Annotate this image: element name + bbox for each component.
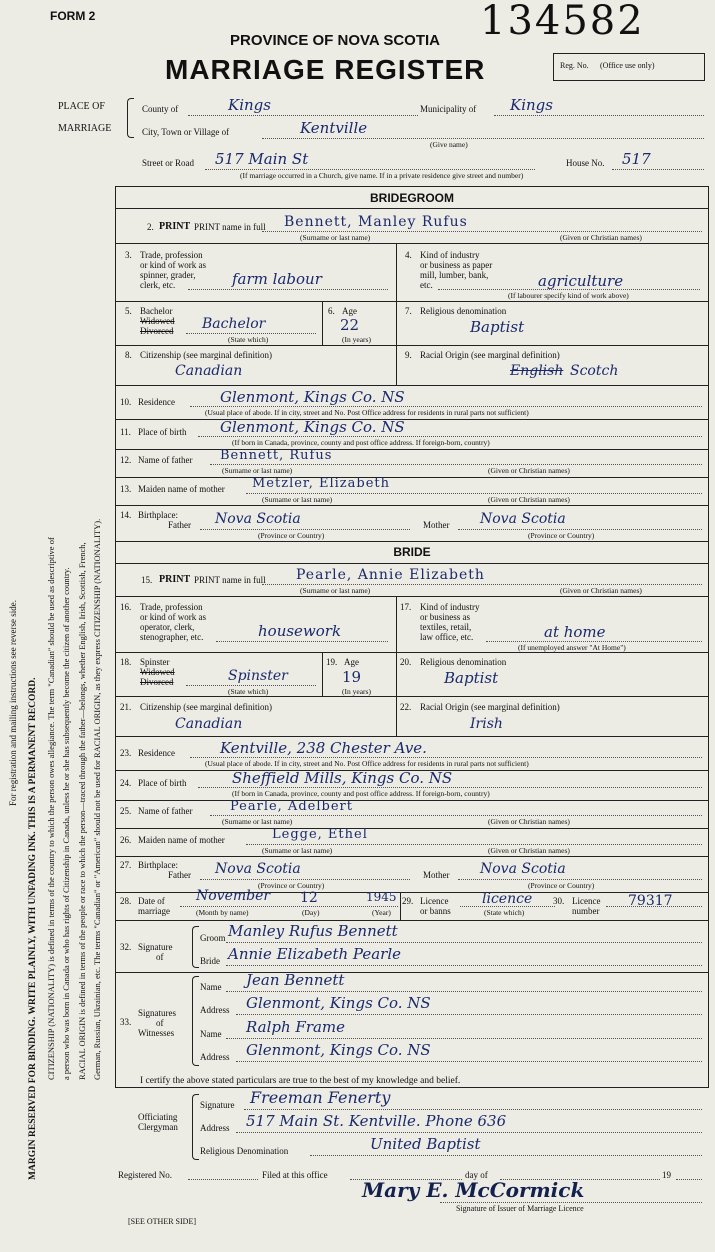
groom-mother-prov-note: (Province or Country) [528, 531, 595, 540]
groom-birthplace-value: Glenmont, Kings Co. NS [220, 418, 405, 436]
rule [115, 449, 709, 450]
licence-type-value: licence [482, 891, 533, 907]
marriage-date-line [180, 906, 398, 907]
bride-trade-label-1: Trade, profession [140, 602, 203, 612]
issuer-label: Signature of Issuer of Marriage Licence [456, 1204, 584, 1213]
year-line [676, 1179, 702, 1180]
sig-bracket [192, 926, 199, 968]
county-value: Kings [228, 96, 271, 114]
rule [396, 696, 397, 736]
place-label-1: PLACE OF [58, 101, 105, 112]
clergy-sig-line [244, 1109, 702, 1110]
groom-residence-value: Glenmont, Kings Co. NS [220, 388, 405, 406]
groom-religion-value: Baptist [470, 318, 525, 336]
witness-bracket [192, 976, 199, 1066]
bride-religion-value: Baptist [444, 669, 499, 687]
groom-industry-label-4: etc. [420, 280, 433, 290]
w1-address-line [236, 1014, 702, 1015]
bride-father-label: Name of father [138, 806, 193, 816]
bride-father-line [210, 815, 702, 816]
bride-industry-label-1: Kind of industry [420, 602, 480, 612]
groom-trade-line [188, 289, 388, 290]
bride-given-note: (Given or Christian names) [560, 586, 642, 595]
bride-sig-line [226, 965, 702, 966]
certify-statement: I certify the above stated particulars are true to the best of my knowledge and belief. [140, 1076, 461, 1086]
municipality-line [494, 115, 704, 116]
rule [115, 477, 709, 478]
groom-father-prov-note: (Province or Country) [258, 531, 325, 540]
street-label: Street or Road [142, 158, 194, 168]
witnesses-label-3: Witnesses [138, 1028, 175, 1038]
groom-trade-label-2: or kind of work as [140, 260, 206, 270]
rule [115, 505, 709, 506]
bride-age-label: Age [344, 657, 359, 667]
groom-citizenship-label: Citizenship (see marginal definition) [140, 350, 273, 360]
province-heading: PROVINCE OF NOVA SCOTIA [230, 32, 441, 49]
groom-father-bp-label: Father [168, 520, 191, 530]
church-note: (If marriage occurred in a Church, give name. If in a private residence give street and number) [240, 171, 524, 180]
rule [396, 301, 397, 345]
bride-mother-bp-label: Mother [423, 870, 450, 880]
groom-trade-value: farm labour [232, 270, 322, 288]
bride-heading: BRIDE [115, 541, 709, 564]
rule [115, 696, 709, 697]
bride-residence-label: Residence [138, 748, 175, 758]
rule [115, 736, 709, 737]
groom-name-line [262, 231, 702, 232]
groom-father-given-note: (Given or Christian names) [488, 466, 570, 475]
w2-address-label: Address [200, 1052, 230, 1062]
groom-trade-label-1: Trade, profession [140, 250, 203, 260]
groom-status-line [186, 333, 316, 334]
street-value: 517 Main St [215, 150, 309, 168]
issuer-line [440, 1202, 702, 1203]
rule [322, 301, 323, 345]
clergy-denom-line [310, 1155, 702, 1156]
groom-citizenship-value: Canadian [175, 363, 243, 379]
rule [115, 419, 709, 420]
clergy-signature: Freeman Fenerty [250, 1088, 391, 1107]
bride-residence-note: (Usual place of abode. If in city, street and No. Post Office address for residents in rural parts not sufficient) [205, 759, 529, 768]
bride-status-value: Spinster [228, 668, 288, 684]
groom-sig-label: Groom [200, 933, 226, 943]
form-number: FORM 2 [50, 9, 96, 23]
clergy-bracket [192, 1094, 199, 1160]
bride-mother-given-note: (Given or Christian names) [488, 846, 570, 855]
groom-mother-line [246, 493, 702, 494]
groom-mother-value: Metzler, Elizabeth [252, 476, 390, 491]
bride-residence-value: Kentville, 238 Chester Ave. [220, 739, 427, 757]
place-label-2: MARRIAGE [58, 123, 112, 134]
licence-label-2: or banns [420, 906, 451, 916]
groom-residence-line [190, 406, 702, 407]
groom-signature: Manley Rufus Bennett [228, 922, 398, 940]
groom-father-bp-value: Nova Scotia [215, 511, 301, 527]
rule [115, 856, 709, 857]
bride-origin-value: Irish [470, 716, 503, 732]
bride-mother-bp-value: Nova Scotia [480, 861, 566, 877]
witness1-name: Jean Bennett [246, 971, 345, 989]
bride-state-which: (State which) [228, 687, 269, 696]
clergy-label-1: Officiating [138, 1112, 178, 1122]
groom-origin-value: Scotch [570, 363, 619, 379]
bride-name-value: Pearle, Annie Elizabeth [296, 567, 485, 583]
groom-status-value: Bachelor [202, 316, 266, 332]
bride-industry-value: at home [544, 623, 606, 641]
margin-line-5: RACIAL ORIGIN is defined in terms of the people or race to which the person—traced through the father—belongs, whether English, Irish, Scottish, French, [77, 542, 87, 1080]
municipality-value: Kings [510, 96, 553, 114]
divorced-label: Divorced [140, 326, 174, 336]
house-value: 517 [622, 150, 651, 168]
reg-no-box [553, 53, 705, 81]
bride-surname-note: (Surname or last name) [300, 586, 371, 595]
clergy-sig-label: Signature [200, 1100, 235, 1110]
reg-no-note: (Office use only) [600, 61, 655, 70]
groom-mother-surname-note: (Surname or last name) [262, 495, 333, 504]
bride-trade-label-4: stenographer, etc. [140, 632, 204, 642]
licence-type-line [460, 906, 555, 907]
licence-state-which: (State which) [484, 908, 525, 917]
rule [396, 652, 397, 696]
rule [115, 920, 709, 921]
w1-name-line [226, 991, 702, 992]
give-name-note: (Give name) [430, 140, 468, 149]
bride-birthplace-value: Sheffield Mills, Kings Co. NS [232, 769, 453, 787]
issuer-signature: Mary E. McCormick [362, 1178, 585, 1202]
witness1-address: Glenmont, Kings Co. NS [246, 994, 431, 1012]
rule [115, 243, 709, 244]
reg-no-label: Reg. No. [560, 61, 589, 70]
rule [115, 652, 709, 653]
municipality-label: Municipality of [420, 104, 477, 114]
bride-father-given-note: (Given or Christian names) [488, 817, 570, 826]
bride-father-bp-label: Father [168, 870, 191, 880]
rule [400, 892, 401, 920]
groom-birthplace-parents-label: Birthplace: [138, 510, 178, 520]
groom-religion-label: Religious denomination [420, 306, 507, 316]
bride-father-value: Pearle, Adelbert [230, 799, 353, 814]
bride-industry-note: (If unemployed answer "At Home") [518, 643, 626, 652]
groom-industry-note: (If labourer specify kind of work above) [508, 291, 629, 300]
bride-residence-line [190, 757, 702, 758]
clergy-denom-label: Religious Denomination [200, 1146, 289, 1156]
spinster-label: Spinster [140, 657, 170, 667]
county-line [188, 115, 418, 116]
groom-birth-note: (If born in Canada, province, county and post office address. If foreign-born, country) [232, 438, 490, 447]
rule [115, 828, 709, 829]
groom-trade-label-4: clerk, etc. [140, 280, 176, 290]
groom-age-label: Age [342, 306, 357, 316]
groom-trade-label-3: spinner, grader, [140, 270, 196, 280]
groom-industry-label-3: mill, lumber, bank, [420, 270, 489, 280]
year-note: (Year) [372, 908, 391, 917]
groom-birthplace-label: Place of birth [138, 427, 187, 437]
marriage-day: 12 [300, 890, 318, 906]
bride-father-bp-value: Nova Scotia [215, 861, 301, 877]
licence-label-1: Licence [420, 896, 449, 906]
registered-no-line [188, 1179, 258, 1180]
rule [322, 652, 323, 696]
bride-trade-value: housework [258, 622, 342, 640]
page-title: MARRIAGE REGISTER [165, 54, 486, 85]
groom-mother-label: Maiden name of mother [138, 484, 225, 494]
city-line [262, 138, 704, 139]
city-label: City, Town or Village of [142, 127, 230, 137]
place-bracket [127, 98, 134, 138]
bride-signature: Annie Elizabeth Pearle [228, 945, 402, 963]
groom-birthplace-line [198, 436, 702, 437]
county-label: County of [142, 104, 179, 114]
bride-age-value: 19 [342, 668, 362, 686]
groom-residence-note: (Usual place of abode. If in city, street and No. Post Office address for residents in rural parts not sufficient) [205, 408, 529, 417]
sig-label-1: Signature [138, 942, 173, 952]
bride-birthplace-parents-label: Birthplace: [138, 860, 178, 870]
groom-in-years: (In years) [342, 335, 371, 344]
bride-father-surname-note: (Surname or last name) [222, 817, 293, 826]
groom-mother-given-note: (Given or Christian names) [488, 495, 570, 504]
bride-mother-line [246, 844, 702, 845]
rule [115, 345, 709, 346]
groom-father-bp-line [200, 529, 410, 530]
bride-origin-label: Racial Origin (see marginal definition) [420, 702, 560, 712]
witness2-address: Glenmont, Kings Co. NS [246, 1041, 431, 1059]
rule [115, 301, 709, 302]
bride-mother-value: Legge, Ethel [272, 827, 368, 842]
groom-mother-bp-line [458, 529, 702, 530]
clergy-label-2: Clergyman [138, 1122, 178, 1132]
groom-surname-note: (Surname or last name) [300, 233, 371, 242]
bride-sig-label: Bride [200, 956, 220, 966]
rule [115, 972, 709, 973]
registration-number-handwritten: 134582 [480, 0, 645, 44]
w1-address-label: Address [200, 1005, 230, 1015]
bride-industry-label-2: or business as [420, 612, 470, 622]
bride-citizenship-value: Canadian [175, 716, 243, 732]
marriage-date-label-1: Date of [138, 896, 165, 906]
filed-label: Filed at this office [262, 1170, 328, 1180]
groom-given-note: (Given or Christian names) [560, 233, 642, 242]
see-other-side: [SEE OTHER SIDE] [128, 1217, 196, 1226]
month-note: (Month by name) [196, 908, 249, 917]
w2-name-line [226, 1038, 702, 1039]
bride-mother-bp-line [458, 879, 702, 880]
witness2-name: Ralph Frame [246, 1018, 346, 1036]
bride-religion-label: Religious denomination [420, 657, 507, 667]
groom-name-label: PRINT name in full [194, 222, 266, 232]
rule [396, 345, 397, 385]
bachelor-label: Bachelor [140, 306, 173, 316]
house-line [612, 169, 704, 170]
bride-industry-label-3: textiles, retail, [420, 622, 472, 632]
bride-trade-label-2: or kind of work as [140, 612, 206, 622]
groom-industry-value: agriculture [538, 272, 624, 290]
bride-status-line [186, 685, 316, 686]
licence-no-label-1: Licence [572, 896, 601, 906]
licence-number-line [606, 906, 702, 907]
groom-industry-line [438, 289, 700, 290]
marriage-month: November [196, 888, 271, 904]
rule [396, 596, 397, 652]
bride-name-label: PRINT name in full [194, 575, 266, 585]
rule [396, 243, 397, 301]
bride-widowed-label: Widowed [140, 667, 175, 677]
bride-father-bp-line [200, 879, 410, 880]
house-label: House No. [566, 158, 605, 168]
rule [115, 800, 709, 801]
marriage-year: 1945 [366, 890, 397, 904]
bride-birth-note: (If born in Canada, province, county and post office address. If foreign-born, country) [232, 789, 490, 798]
groom-residence-label: Residence [138, 397, 175, 407]
witnesses-label-2: of [156, 1018, 164, 1028]
clergy-address: 517 Main St. Kentville. Phone 636 [246, 1112, 507, 1130]
groom-father-value: Bennett, Rufus [220, 448, 333, 463]
day-of-label: day of [465, 1170, 488, 1180]
street-line [205, 169, 535, 170]
bridegroom-heading: BRIDEGROOM [115, 186, 709, 209]
licence-no-label-2: number [572, 906, 600, 916]
groom-sig-line [226, 942, 702, 943]
w1-name-label: Name [200, 982, 222, 992]
bride-citizenship-label: Citizenship (see marginal definition) [140, 702, 273, 712]
bride-industry-line [486, 641, 702, 642]
groom-father-line [210, 464, 702, 465]
groom-origin-label: Racial Origin (see marginal definition) [420, 350, 560, 360]
bride-industry-label-4: law office, etc. [420, 632, 474, 642]
margin-line-2: MARGIN RESERVED FOR BINDING. WRITE PLAINLY, WITH UNFADING INK. THIS IS A PERMANENT RECORD. [28, 677, 38, 1180]
rule [115, 596, 709, 597]
groom-name-value: Bennett, Manley Rufus [284, 214, 468, 230]
clergy-address-label: Address [200, 1123, 230, 1133]
witnesses-label-1: Signatures [138, 1008, 176, 1018]
groom-mother-bp-value: Nova Scotia [480, 511, 566, 527]
bride-mother-surname-note: (Surname or last name) [262, 846, 333, 855]
groom-age-value: 22 [340, 316, 360, 334]
bride-father-prov-note: (Province or Country) [258, 881, 325, 890]
margin-line-4: a person who was born in Canada or who has rights of Citizenship in Canada, unless he or she has subsequently become the citizen of another country. [61, 567, 71, 1080]
widowed-label: Widowed [140, 316, 175, 326]
sig-label-2: of [156, 952, 164, 962]
clergy-denomination: United Baptist [370, 1135, 481, 1153]
bride-mother-label: Maiden name of mother [138, 835, 225, 845]
rule [115, 385, 709, 386]
bride-in-years: (In years) [342, 687, 371, 696]
groom-father-surname-note: (Surname or last name) [222, 466, 293, 475]
day-note: (Day) [302, 908, 320, 917]
bride-divorced-label: Divorced [140, 677, 174, 687]
city-value: Kentville [300, 119, 368, 137]
marriage-register-document: FORM 2 134582 PROVINCE OF NOVA SCOTIA MARRIAGE REGISTER Reg. No. (Office use only) PLACE OF MARRIAGE County of Kings Municipality of Kings City, Town or Village of Kentville (Give name) Street or Road 517 Main St House No. 517 (If marriage occurred in a Church, give name. If in a private residence give street and number) For registration and mailing instructions see reverse side. MARGIN RESERVED FOR BINDING. WRITE PLAINLY, WITH UNFADING INK. THIS IS A PERMANENT RECORD. CITIZENSHIP (NATIONALITY) is defined in terms of the country to which the person owes allegiance. The term "Canadian" should be used as descriptive of a person who was born in Canada or who has rights of Citizenship in Canada, unless he or she has subsequently become the citizen of another country. RACIAL ORIGIN is defined in terms of the people or race to which the person—traced through the father—belongs, whether English, Irish, Scottish, French, German, Russian, Ukrainian, etc. The terms "Canadian" or "American" should not be used for RACIAL ORIGIN, as they express CITIZENSHIP (NATIONALITY). BRIDEGROOM 2. PRINT PRINT name in full Bennett, Manley Rufus (Surname or last name) (Given or Christian names) 3. Trade, profession or kind of work as spinner, grader, clerk, etc. farm labour 4. Kind of industry or business as paper mill, lumber, bank, etc. agriculture (If labourer specify kind of work above) 5. Bachelor Widowed Divorced Bachelor (State which) 6. Age 22 (In years) 7. Religious denomination Baptist 8. Citizenship (see marginal definition) Canadian 9. Racial Origin (see marginal definition) English Scotch 10. Residence Glenmont, Kings Co. NS (Usual place of abode. If in city, street and No. Post Office address for residents in rural parts not sufficient) 11. Place of birth Glenmont, Kings Co. NS (If born in Canada, province, county and post office address. If foreign-born, country) 12. Name of father Bennett, Rufus (Surname or last name) (Given or Christian names) 13. Maiden name of mother Metzler, Elizabeth (Surname or last name) (Given or Christian names) 14. Birthplace: Father Nova Scotia (Province or Country) Mother Nova Scotia (Province or Country) BRIDE 15. PRINT PRINT name in full Pearle, Annie Elizabeth (Surname or last name) (Given or Christian names) 16. Trade, profession or kind of work as operator, clerk, stenographer, etc. housework 17. Kind of industry or business as textiles, retail, law office, etc. at home (If unemployed answer "At Home") 18. Spinster Widowed Divorced Spinster (State which) 19. Age 19 (In years) 20. Religious denomination Baptist 21. Citizenship (see marginal definition) Canadian 22. Racial Origin (see marginal definition) Irish 23. Residence Kentville, 238 Chester Ave. (Usual place of abode. If in city, street and No. Post Office address for residents in rural parts not sufficient) 24. Place of birth Sheffield Mills, Kings Co. NS (If born in Canada, province, county and post office address. If foreign-born, country) 25. Name of father Pearle, Adelbert (Surname or last name) (Given or Christian names) 26. Maiden name of mother Legge, Ethel (Surname or last name) (Given or Christian names) 27. Birthplace: Father Nova Scotia (Province or Country) Mother Nova Scotia (Province or Country) 28. Date of marriage November 12 1945 (Month by name) (Day) (Year) 29. Licence or banns licence (State which) 30. Licence number 79317 32. Signature of Groom Manley Rufus Bennett Bride Annie Elizabeth Pearle 33. Signatures of Witnesses Name Jean Bennett Address Glenmont, Kings Co. NS Name Ralph Frame Address Glenmont, Kings Co. NS I certify the above stated particulars are true to the best of my knowledge and belief. Officiating Clergyman Signature Freeman Fenerty Address 517 Main St. Kentville. Phone 636 Religious Denomination United Baptist Registered No. Filed at this office day of 19 Mary E. McCormick Signature of Issuer of Marriage Licence [SEE OTHER SIDE] [0, 0, 715, 1252]
bride-birthplace-label: Place of birth [138, 778, 187, 788]
licence-number-value: 79317 [628, 893, 673, 909]
year-label: 19 [662, 1170, 671, 1180]
groom-industry-label-2: or business as paper [420, 260, 493, 270]
groom-mother-bp-label: Mother [423, 520, 450, 530]
w2-name-label: Name [200, 1029, 222, 1039]
marriage-date-label-2: marriage [138, 906, 170, 916]
margin-line-6: German, Russian, Ukrainian, etc. The terms "Canadian" or "American" should not be used for RACIAL ORIGIN, as they express CITIZENSHIP (NATIONALITY). [92, 518, 102, 1080]
margin-line-3: CITIZENSHIP (NATIONALITY) is defined in terms of the country to which the person owes allegiance. The term "Canadian" should be used as descriptive of [46, 537, 56, 1080]
groom-industry-label-1: Kind of industry [420, 250, 480, 260]
groom-origin-struck: English [510, 363, 564, 379]
w2-address-line [236, 1061, 702, 1062]
bride-trade-line [216, 641, 388, 642]
bride-trade-label-3: operator, clerk, [140, 622, 195, 632]
registered-no-label: Registered No. [118, 1170, 172, 1180]
groom-state-which: (State which) [228, 335, 269, 344]
clergy-address-line [236, 1132, 702, 1133]
bride-birthplace-line [198, 787, 702, 788]
bride-name-line [262, 584, 702, 585]
margin-line-1: For registration and mailing instructions see reverse side. [8, 600, 18, 806]
bride-mother-prov-note: (Province or Country) [528, 881, 595, 890]
groom-father-label: Name of father [138, 455, 193, 465]
